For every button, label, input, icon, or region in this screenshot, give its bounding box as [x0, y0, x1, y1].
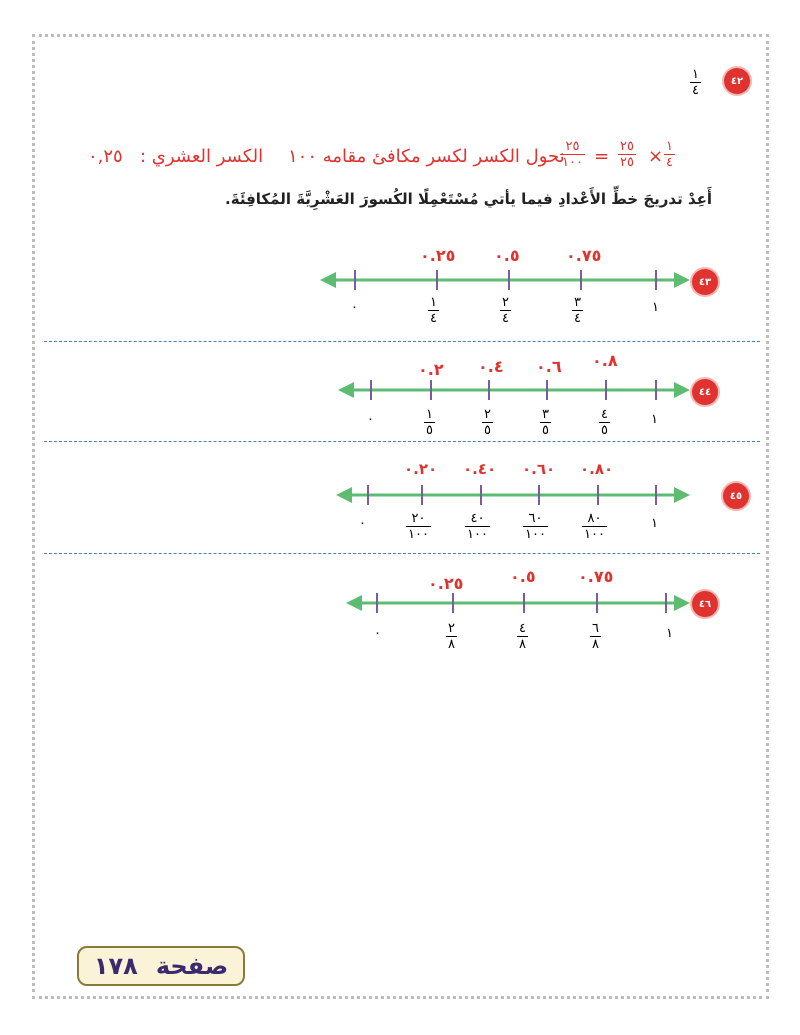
question-number-badge: ٤٢ — [724, 68, 750, 94]
fraction-label: $\frac{٢٠}{١٠٠}$ — [408, 511, 429, 542]
decimal-answer: ٠,٢٥ — [88, 146, 123, 167]
given-fraction: $\frac{١}{٤}$ — [692, 67, 699, 98]
arrow-left-icon — [338, 382, 354, 398]
fraction-result: $\frac{٢٥}{١٠٠}$ — [562, 139, 583, 170]
fraction-multiplier: $\frac{٢٥}{٢٥}$ — [620, 139, 634, 170]
page-number: ١٧٨ — [93, 952, 138, 980]
fraction-label: $\frac{٤٠}{١٠٠}$ — [467, 511, 488, 542]
decimal-label: ٠.٢٠ — [404, 460, 438, 478]
start-label: ٠ — [367, 412, 374, 427]
number-line-45 — [336, 455, 690, 545]
decimal-label: ٠.٧٥ — [566, 246, 602, 265]
times-sign: × — [648, 146, 664, 167]
question-number-badge: ٤٥ — [723, 483, 749, 509]
arrow-left-icon — [320, 272, 336, 288]
equals-sign: = — [594, 146, 610, 167]
fraction-label: $\frac{٤}{٨}$ — [519, 621, 526, 652]
arrow-right-icon — [674, 382, 690, 398]
decimal-label: ٠.٨ — [592, 351, 618, 370]
fraction-label: $\frac{٢}{٤}$ — [502, 295, 509, 326]
fraction-label: $\frac{٦٠}{١٠٠}$ — [525, 511, 546, 542]
start-label: ٠ — [351, 300, 358, 315]
fraction-label: $\frac{٦}{٨}$ — [592, 621, 599, 652]
end-label: ١ — [666, 626, 673, 641]
number-line-44 — [338, 350, 690, 440]
decimal-label: ٠.٤ — [478, 357, 504, 376]
fraction-label: $\frac{٢}{٥}$ — [484, 407, 491, 438]
fraction-original: $\frac{١}{٤}$ — [666, 139, 673, 170]
section-divider — [44, 441, 760, 442]
page-number-box — [77, 946, 245, 986]
decimal-label: ٠.٢ — [418, 360, 444, 379]
fraction-label: $\frac{٤}{٥}$ — [601, 407, 608, 438]
method-note: نحول الكسر لكسر مكافئ مقامه ١٠٠ — [288, 146, 565, 167]
decimal-label: ٠.٦٠ — [522, 460, 556, 478]
arrow-left-icon — [346, 595, 362, 611]
decimal-label: ٠.٥ — [494, 246, 520, 265]
decimal-label: ٠.٨٠ — [580, 460, 614, 478]
instruction-text: أَعِدْ تدريجَ خطِّ الأَعْدادِ فيما يأتي مُسْتَعْمِلًا الكُسورَ العَشْرِيَّةَ المُكافِئَةَ. — [225, 190, 712, 208]
arrow-right-icon — [674, 595, 690, 611]
end-label: ١ — [651, 516, 658, 531]
decimal-answer-label: الكسر العشري : — [140, 146, 264, 167]
page-label: صفحة — [155, 952, 229, 980]
decimal-label: ٠.٢٥ — [428, 574, 464, 593]
decimal-label: ٠.٦ — [536, 357, 562, 376]
end-label: ١ — [651, 412, 658, 427]
fraction-label: $\frac{٣}{٤}$ — [574, 295, 581, 326]
fraction-label: $\frac{٣}{٥}$ — [542, 407, 549, 438]
fraction-label: $\frac{٨٠}{١٠٠}$ — [584, 511, 605, 542]
section-divider — [44, 341, 760, 342]
fraction-label: $\frac{١}{٤}$ — [430, 295, 437, 326]
fraction-label: $\frac{١}{٥}$ — [426, 407, 433, 438]
decimal-label: ٠.٥ — [510, 567, 536, 586]
arrow-left-icon — [336, 487, 352, 503]
question-number-badge: ٤٦ — [692, 591, 718, 617]
arrow-right-icon — [674, 487, 690, 503]
decimal-label: ٠.٢٥ — [420, 246, 456, 265]
q42-work-row — [88, 140, 778, 176]
start-label: ٠ — [374, 626, 381, 641]
section-divider — [44, 553, 760, 554]
question-number-badge: ٤٣ — [692, 269, 718, 295]
decimal-label: ٠.٤٠ — [463, 460, 497, 478]
question-number-badge: ٤٤ — [692, 379, 718, 405]
fraction-label: $\frac{٢}{٨}$ — [448, 621, 455, 652]
arrow-right-icon — [674, 272, 690, 288]
end-label: ١ — [652, 300, 659, 315]
decimal-label: ٠.٧٥ — [578, 567, 614, 586]
start-label: ٠ — [359, 516, 366, 531]
